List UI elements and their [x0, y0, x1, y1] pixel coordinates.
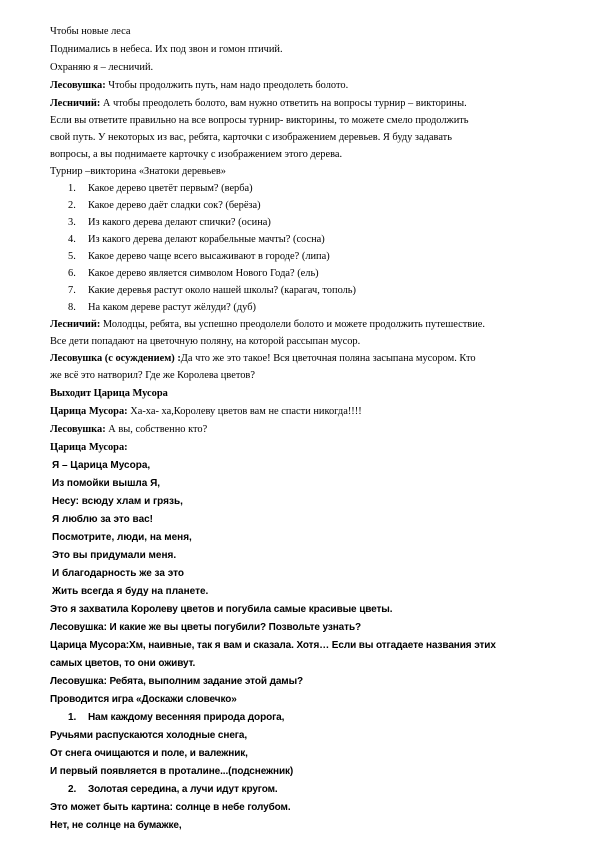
quiz-title: Турнир –викторина «Знатоки деревьев»: [50, 166, 227, 177]
speech-text: И какие же вы цветы погубили? Позвольте узнать?: [106, 622, 361, 633]
riddle-line: Нам каждому весенняя природа дорога,: [88, 712, 285, 723]
riddle-line: Нет, не солнце на бумажке,: [50, 820, 182, 831]
list-number: 8.: [68, 302, 76, 313]
list-text: Какое дерево цветёт первым? (верба): [88, 183, 253, 194]
speaker-name: Лесовушка:: [50, 622, 107, 633]
paragraph-lesnichiy-line-4: вопросы, а вы поднимаете карточку с изображением этого дерева.: [50, 149, 343, 160]
queen-line-2: самых цветов, то они оживут.: [50, 658, 196, 669]
paragraph-lesnichiy-line-2: Если вы ответите правильно на все вопросы турнир- викторины, то можете смело продолжить: [50, 115, 469, 126]
list-number: 2.: [68, 784, 77, 795]
paragraph-queen-1: [50, 406, 362, 418]
list-text: Из какого дерева делают спички? (осина): [88, 217, 271, 228]
paragraph-lesovushka-2-line-1: [50, 353, 476, 365]
list-number: 1.: [68, 712, 77, 723]
paragraph-lesovushka-2-line-2: же всё это натворил? Где же Королева цветов?: [50, 370, 255, 381]
list-number: 1.: [68, 183, 76, 194]
speaker-name: Лесовушка:: [50, 424, 106, 435]
queen-poem-line: Жить всегда я буду на планете.: [52, 586, 209, 597]
list-number: 4.: [68, 234, 76, 245]
paragraph-lesnichiy-2-line-2: Все дети попадают на цветочную поляну, на которой рассыпан мусор.: [50, 336, 361, 347]
list-number: 6.: [68, 268, 76, 279]
speaker-name: Лесовушка (с осуждением) :: [50, 353, 181, 364]
riddle-line: И первый появляется в проталине...(подснежник): [50, 766, 294, 777]
game-title: Проводится игра «Доскажи словечко»: [50, 694, 237, 705]
paragraph-lesovushka-1: [50, 80, 348, 92]
queen-poem-line: Несу: всюду хлам и грязь,: [52, 496, 183, 507]
list-number: 7.: [68, 285, 76, 296]
riddle-line: Ручьями распускаются холодные снега,: [50, 730, 247, 741]
paragraph-lesnichiy-line-3: свой путь. У некоторых из вас, ребята, карточки с изображением деревьев. Я буду задавать: [50, 132, 452, 143]
queen-poem-line: И благодарность же за это: [52, 568, 184, 579]
speech-text: Чтобы продолжить путь, нам надо преодолеть болото.: [105, 80, 349, 91]
riddle-line: От снега очищаются и поле, и валежник,: [50, 748, 248, 759]
speech-text: Хм, наивные, так я вам и сказала. Хотя… Если вы отгадаете названия этих: [129, 640, 496, 651]
poem-line-1: Чтобы новые леса: [50, 26, 131, 37]
riddle-line: Это может быть картина: солнце в небе голубом.: [50, 802, 291, 813]
lesovushka-line: [50, 622, 361, 634]
speaker-name: Царица Мусора:: [50, 406, 128, 417]
list-text: Какое дерево даёт сладки сок? (берёза): [88, 200, 261, 211]
queen-poem-line: Из помойки вышла Я,: [52, 478, 161, 489]
poem-line-2: Поднимались в небеса. Их под звон и гомон птичий.: [50, 44, 283, 55]
speech-text: А вы, собственно кто?: [105, 424, 208, 435]
list-text: Из какого дерева делают корабельные мачты? (сосна): [88, 234, 325, 245]
list-number: 5.: [68, 251, 76, 262]
paragraph-lesnichiy-line-1: [50, 98, 467, 110]
paragraph-lesovushka-3: [50, 424, 207, 436]
speaker-name: Царица Мусора:: [50, 442, 128, 453]
riddle-line: Золотая середина, а лучи идут кругом.: [88, 784, 278, 795]
speaker-name: Царица Мусора:: [50, 640, 130, 651]
queen-poem-line: Это вы придумали меня.: [52, 550, 177, 561]
list-text: На каком дереве растут жёлуди? (дуб): [88, 302, 256, 313]
speech-text: А чтобы преодолеть болото, вам нужно ответить на вопросы турнир – викторины.: [100, 98, 467, 109]
speech-text: Да что же это такое! Вся цветочная поляна засыпана мусором. Кто: [180, 353, 476, 364]
list-text: Какое дерево чаще всего высаживают в городе? (липа): [88, 251, 330, 262]
queen-poem-line: Посмотрите, люди, на меня,: [52, 532, 192, 543]
list-text: Какие деревья растут около нашей школы? (карагач, тополь): [88, 285, 357, 296]
queen-poem-line: Я люблю за это вас!: [52, 514, 154, 525]
queen-poem-line: Я – Царица Мусора,: [52, 460, 151, 471]
speech-text: Ха-ха- ха,Королеву цветов вам не спасти никогда!!!!: [127, 406, 362, 417]
list-text: Какое дерево является символом Нового Года? (ель): [88, 268, 319, 279]
speaker-name: Лесничий:: [50, 319, 101, 330]
speech-text: Ребята, выполним задание этой дамы?: [106, 676, 304, 687]
speaker-name: Лесничий:: [50, 98, 101, 109]
speech-text: Молодцы, ребята, вы успешно преодолели болото и можете продолжить путешествие.: [100, 319, 485, 330]
queen-line: [50, 640, 496, 652]
lesovushka-line-2: [50, 676, 303, 688]
stage-direction: Выходит Царица Мусора: [50, 388, 168, 399]
queen-speech-line: Это я захватила Королеву цветов и погубила самые красивые цветы.: [50, 604, 393, 615]
list-number: 3.: [68, 217, 76, 228]
poem-line-3: Охраняю я – лесничий.: [50, 62, 154, 73]
list-number: 2.: [68, 200, 76, 211]
speaker-name: Лесовушка:: [50, 80, 106, 91]
paragraph-lesnichiy-2-line-1: [50, 319, 485, 331]
speaker-name: Лесовушка:: [50, 676, 107, 687]
